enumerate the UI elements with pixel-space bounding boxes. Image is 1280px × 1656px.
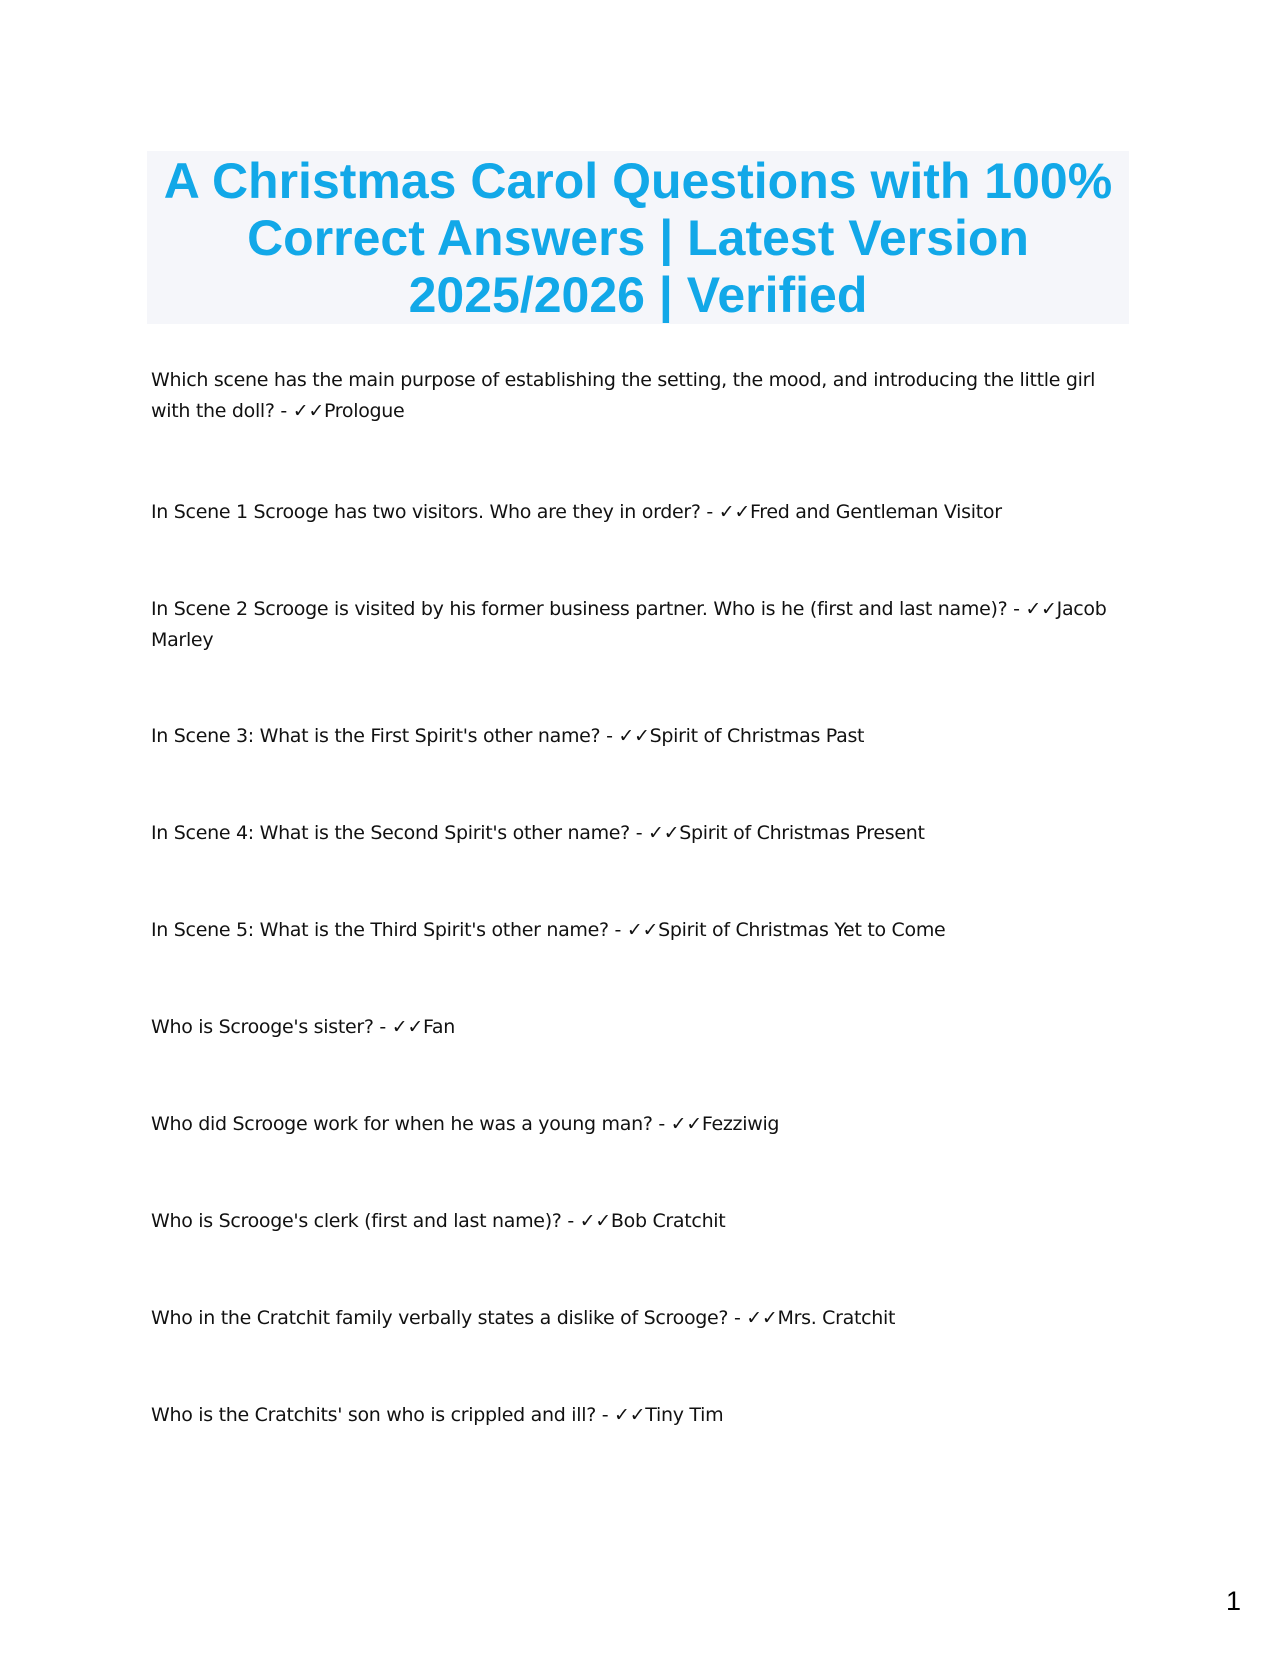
question-text: Who is the Cratchits' son who is crippled and ill? - [151,1404,615,1426]
qa-item-9 [151,1206,1111,1237]
question-text: Which scene has the main purpose of establishing the setting, the mood, and introducing the little girl with the doll? - [151,369,1096,422]
qa-item-5 [151,818,1111,849]
question-text: Who is Scrooge's clerk (first and last name)? - [151,1210,580,1232]
question-text: In Scene 2 Scrooge is visited by his former business partner. Who is he (first and last name)? - [151,598,1026,620]
answer-text: Fezziwig [701,1113,780,1135]
double-check-icon: ✓✓ [579,1210,611,1232]
question-text: Who is Scrooge's sister? - [151,1016,392,1038]
question-text: In Scene 1 Scrooge has two visitors. Who are they in order? - [151,501,719,523]
double-check-icon: ✓✓ [391,1016,423,1038]
double-check-icon: ✓✓ [746,1307,778,1329]
qa-item-11 [151,1400,1111,1431]
answer-text: Tiny Tim [645,1404,724,1426]
answer-text: Jacob Marley [151,598,1107,651]
question-text: In Scene 5: What is the Third Spirit's other name? - [151,919,627,941]
answer-text: Spirit of Christmas Past [649,725,865,747]
qa-item-6 [151,915,1111,946]
title-line-1: A Christmas Carol Questions with 100% [163,153,1113,209]
double-check-icon: ✓✓ [718,501,750,523]
title-line-3: 2025/2026 | Verified [408,267,868,323]
answer-text: Bob Cratchit [610,1210,726,1232]
double-check-icon: ✓✓ [292,400,324,422]
page-number: 1 [1226,1586,1242,1616]
double-check-icon: ✓✓ [626,919,659,941]
qa-item-7 [151,1012,1111,1043]
question-text: In Scene 4: What is the Second Spirit's other name? - [151,822,649,844]
double-check-icon: ✓✓ [614,1404,646,1426]
double-check-icon: ✓✓ [1025,598,1057,620]
question-text: In Scene 3: What is the First Spirit's other name? - [151,725,619,747]
answer-text: Spirit of Christmas Yet to Come [658,919,946,941]
answer-text: Mrs. Cratchit [777,1307,896,1329]
answer-text: Prologue [323,400,405,422]
title-line-2: Correct Answers | Latest Version [247,210,1029,266]
question-text: Who did Scrooge work for when he was a young man? - [151,1113,671,1135]
answer-text: Spirit of Christmas Present [679,822,925,844]
double-check-icon: ✓✓ [670,1113,702,1135]
question-text: Who in the Cratchit family verbally states a dislike of Scrooge? - [151,1307,747,1329]
qa-item-10 [151,1303,1111,1334]
double-check-icon: ✓✓ [648,822,680,844]
answer-text: Fan [422,1016,455,1038]
qa-item-8 [151,1109,1111,1140]
document-title [147,151,1129,324]
qa-item-3 [151,594,1111,656]
double-check-icon: ✓✓ [618,725,650,747]
answer-text: Fred and Gentleman Visitor [749,501,1002,523]
qa-item-2 [151,497,1111,528]
qa-item-1 [151,365,1111,427]
qa-item-4 [151,721,1111,752]
